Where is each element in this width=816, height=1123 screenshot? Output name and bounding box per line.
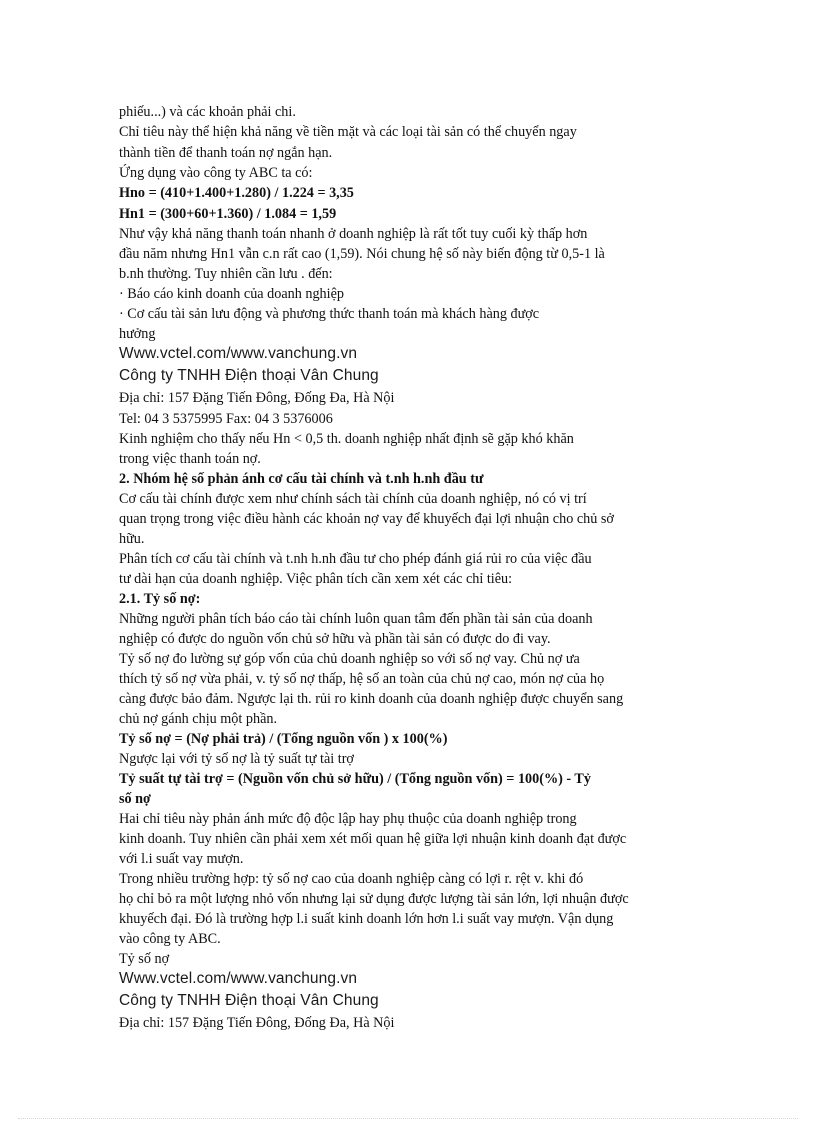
text-line: hưởng: [119, 326, 156, 342]
company-phone: Tel: 04 3 5375995 Fax: 04 3 5376006: [119, 411, 333, 427]
text-line: họ chỉ bỏ ra một lượng nhỏ vốn nhưng lại sử dụng được lượng tài sản lớn, lợi nhuận được: [119, 891, 629, 907]
text-line: thành tiền để thanh toán nợ ngắn hạn.: [119, 145, 333, 161]
section-heading: 2. Nhóm hệ số phản ánh cơ cấu tài chính và t.nh h.nh đầu tư: [119, 471, 484, 487]
text-line: Như vậy khả năng thanh toán nhanh ở doanh nghiệp là rất tốt tuy cuối kỳ thấp hơn: [119, 226, 588, 242]
text-line: nghiệp có được do nguồn vốn chủ sở hữu và phần tài sản có được do đi vay.: [119, 631, 551, 647]
formula-line: Hno = (410+1.400+1.280) / 1.224 = 3,35: [119, 185, 354, 201]
text-line: b.nh thường. Tuy nhiên cần lưu . đến:: [119, 266, 333, 282]
text-line: Kinh nghiệm cho thấy nếu Hn < 0,5 th. doanh nghiệp nhất định sẽ gặp khó khăn: [119, 431, 574, 447]
company-address: Địa chỉ: 157 Đặng Tiến Đông, Đống Đa, Hà Nội: [119, 390, 395, 406]
page-bottom-divider: [18, 1118, 798, 1119]
formula-line: Hn1 = (300+60+1.360) / 1.084 = 1,59: [119, 206, 337, 222]
formula-line: Tỷ suất tự tài trợ = (Nguồn vốn chủ sở hữu) / (Tổng nguồn vốn) = 100(%) - Tỷ: [119, 771, 591, 787]
company-name: Công ty TNHH Điện thoại Vân Chung: [119, 992, 379, 1009]
text-line: tư dài hạn của doanh nghiệp. Việc phân tích cần xem xét các chỉ tiêu:: [119, 571, 513, 587]
text-line: đầu năm nhưng Hn1 vẫn c.n rất cao (1,59). Nói chung hệ số này biến động từ 0,5-1 là: [119, 246, 605, 262]
text-line: Hai chỉ tiêu này phản ánh mức độ độc lập hay phụ thuộc của doanh nghiệp trong: [119, 811, 577, 827]
text-line: Ứng dụng vào công ty ABC ta có:: [119, 165, 313, 181]
text-line: Những người phân tích báo cáo tài chính luôn quan tâm đến phần tài sản của doanh: [119, 611, 593, 627]
formula-line: Tỷ số nợ = (Nợ phải trả) / (Tổng nguồn vốn ) x 100(%): [119, 731, 448, 747]
text-line: Tỷ số nợ: [119, 951, 170, 967]
company-address: Địa chỉ: 157 Đặng Tiến Đông, Đống Đa, Hà Nội: [119, 1015, 395, 1031]
text-line: Cơ cấu tài chính được xem như chính sách tài chính của doanh nghiệp, nó có vị trí: [119, 491, 587, 507]
text-line: trong việc thanh toán nợ.: [119, 451, 261, 467]
subsection-heading: 2.1. Tỷ số nợ:: [119, 591, 201, 607]
text-line: phiếu...) và các khoản phải chi.: [119, 104, 296, 120]
website-link: Www.vctel.com/www.vanchung.vn: [119, 970, 358, 987]
text-line: khuyếch đại. Đó là trường hợp l.i suất kinh doanh lớn hơn l.i suất vay mượn. Vận dụng: [119, 911, 614, 927]
bullet-item: · Cơ cấu tài sản lưu động và phương thức thanh toán mà khách hàng được: [119, 306, 540, 322]
text-line: Tỷ số nợ đo lường sự góp vốn của chủ doanh nghiệp so với số nợ vay. Chủ nợ ưa: [119, 651, 580, 667]
text-line: với l.i suất vay mượn.: [119, 851, 244, 867]
company-name: Công ty TNHH Điện thoại Vân Chung: [119, 367, 379, 384]
text-line: chủ nợ gánh chịu một phần.: [119, 711, 278, 727]
text-line: Chỉ tiêu này thể hiện khả năng về tiền mặt và các loại tài sản có thể chuyển ngay: [119, 124, 577, 140]
text-line: kinh doanh. Tuy nhiên cần phải xem xét mối quan hệ giữa lợi nhuận kinh doanh đạt được: [119, 831, 627, 847]
text-line: quan trọng trong việc điều hành các khoản nợ vay để khuyếch đại lợi nhuận cho chủ sở: [119, 511, 614, 527]
text-line: Phân tích cơ cấu tài chính và t.nh h.nh đầu tư cho phép đánh giá rủi ro của việc đầu: [119, 551, 592, 567]
text-line: hữu.: [119, 531, 145, 547]
text-line: Ngược lại với tỷ số nợ là tỷ suất tự tài trợ: [119, 751, 354, 767]
text-line: thích tỷ số nợ vừa phải, v. tỷ số nợ thấp, hệ số an toàn của chủ nợ cao, món nợ của họ: [119, 671, 605, 687]
formula-line: số nợ: [119, 791, 151, 807]
text-line: vào công ty ABC.: [119, 931, 221, 947]
bullet-item: · Báo cáo kinh doanh của doanh nghiệp: [119, 286, 344, 302]
website-link: Www.vctel.com/www.vanchung.vn: [119, 345, 358, 362]
text-line: Trong nhiều trường hợp: tỷ số nợ cao của doanh nghiệp càng có lợi r. rệt v. khi đó: [119, 871, 584, 887]
text-line: càng được bảo đảm. Ngược lại th. rủi ro kinh doanh của doanh nghiệp được chuyển sang: [119, 691, 624, 707]
